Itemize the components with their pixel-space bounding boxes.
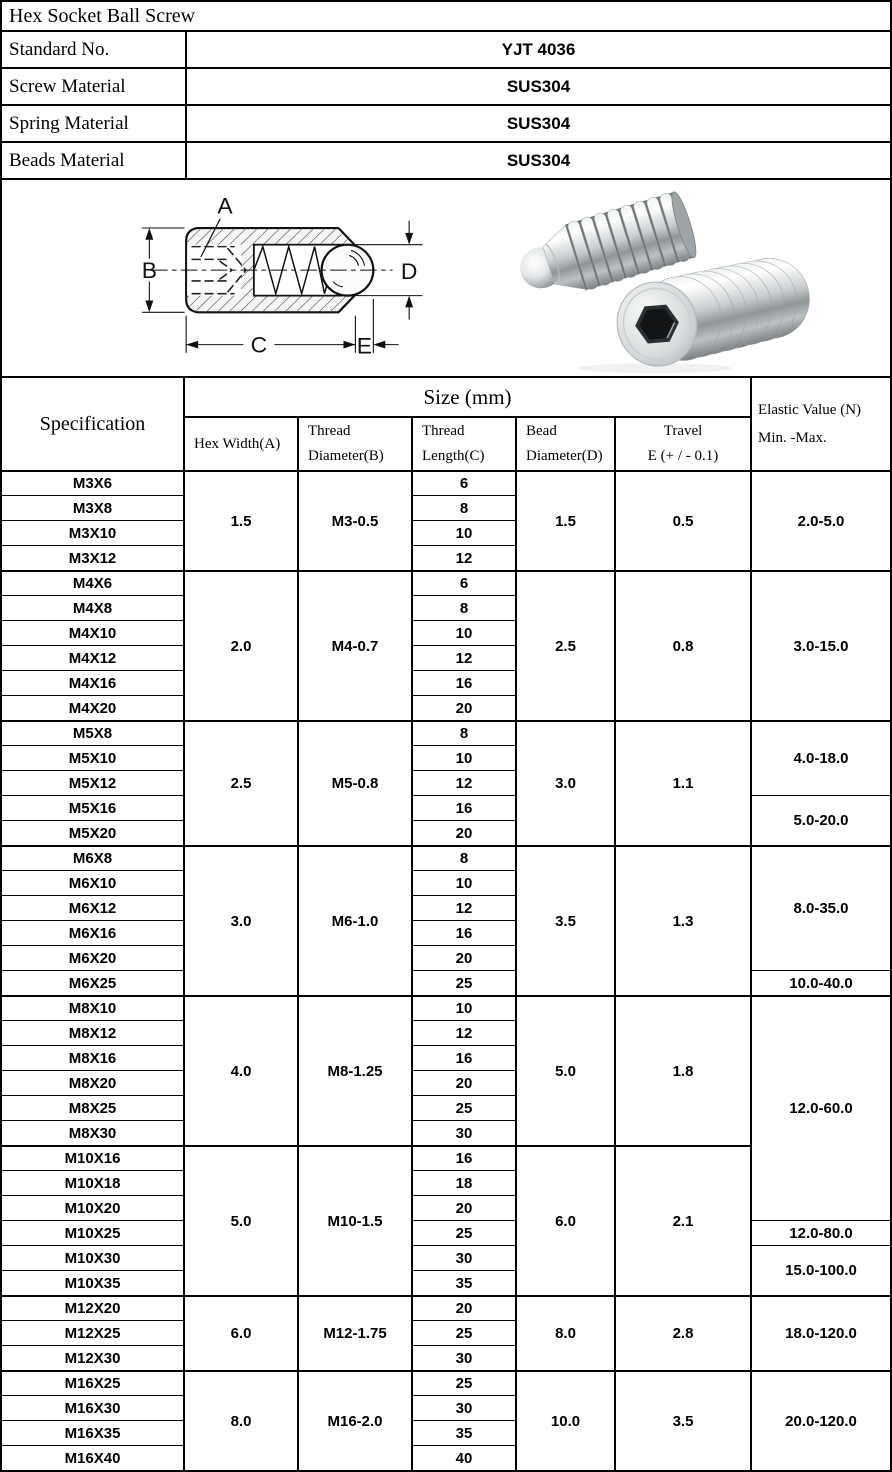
standard-no-label: Standard No.	[2, 30, 185, 67]
header-line: Bead	[526, 423, 557, 439]
spring-material-label: Spring Material	[2, 104, 185, 141]
spec-cell: M6X8	[2, 845, 183, 870]
product-photo	[511, 189, 818, 374]
thread-length-cell: 16	[411, 1145, 515, 1170]
dim-label-d: D	[400, 258, 418, 284]
header-line: Thread	[422, 423, 465, 439]
thread-length-cell: 6	[411, 470, 515, 495]
thread-diameter-cell: M12-1.75	[297, 1295, 411, 1370]
bead-diameter-cell: 5.0	[515, 995, 614, 1145]
spec-cell: M16X30	[2, 1395, 183, 1420]
col-subheader-3	[411, 416, 515, 470]
spec-cell: M8X12	[2, 1020, 183, 1045]
thread-length-cell: 10	[411, 745, 515, 770]
spec-cell: M4X20	[2, 695, 183, 720]
spec-cell: M3X12	[2, 545, 183, 570]
thread-length-cell: 10	[411, 870, 515, 895]
screw-material-value: SUS304	[185, 67, 890, 104]
thread-diameter-cell: M3-0.5	[297, 470, 411, 570]
spec-cell: M4X8	[2, 595, 183, 620]
thread-length-cell: 25	[411, 1220, 515, 1245]
elastic-value-cell: 5.0-20.0	[750, 795, 890, 845]
screw-material-label: Screw Material	[2, 67, 185, 104]
spec-cell: M8X30	[2, 1120, 183, 1145]
col-header-elastic-value	[750, 378, 890, 470]
product-title: Hex Socket Ball Screw	[9, 4, 196, 27]
spec-table	[2, 378, 890, 1470]
travel-cell: 1.8	[614, 995, 750, 1145]
thread-length-cell: 8	[411, 595, 515, 620]
thread-length-cell: 25	[411, 1320, 515, 1345]
header-line: E (+ / - 0.1)	[647, 448, 719, 464]
thread-length-cell: 16	[411, 920, 515, 945]
thread-length-cell: 12	[411, 895, 515, 920]
elastic-value-cell: 12.0-60.0	[750, 995, 890, 1220]
elastic-value-cell: 2.0-5.0	[750, 470, 890, 570]
header-line: Min. -Max.	[758, 430, 827, 446]
spec-cell: M5X20	[2, 820, 183, 845]
spec-cell: M4X10	[2, 620, 183, 645]
header-line: Elastic Value (N)	[758, 402, 862, 418]
elastic-value-cell: 12.0-80.0	[750, 1220, 890, 1245]
thread-length-cell: 35	[411, 1420, 515, 1445]
thread-length-cell: 8	[411, 495, 515, 520]
hex-width-cell: 1.5	[183, 470, 297, 570]
spec-cell: M8X25	[2, 1095, 183, 1120]
figure-row	[2, 178, 890, 378]
bead-diameter-cell: 8.0	[515, 1295, 614, 1370]
bead-diameter-cell: 3.5	[515, 845, 614, 995]
thread-length-cell: 8	[411, 845, 515, 870]
elastic-value-cell: 18.0-120.0	[750, 1295, 890, 1370]
spec-cell: M16X25	[2, 1370, 183, 1395]
dim-label-e: E	[356, 332, 373, 359]
thread-diameter-cell: M8-1.25	[297, 995, 411, 1145]
spec-cell: M6X10	[2, 870, 183, 895]
travel-cell: 1.1	[614, 720, 750, 845]
beads-material-label: Beads Material	[2, 141, 185, 178]
spec-cell: M3X6	[2, 470, 183, 495]
thread-length-cell: 16	[411, 795, 515, 820]
col-header-size-mm: Size (mm)	[183, 378, 750, 416]
info-table	[2, 2, 890, 178]
spec-cell: M8X16	[2, 1045, 183, 1070]
travel-cell: 3.5	[614, 1370, 750, 1470]
spec-cell: M3X8	[2, 495, 183, 520]
spec-cell: M4X6	[2, 570, 183, 595]
thread-length-cell: 6	[411, 570, 515, 595]
figure-svg	[2, 180, 890, 376]
thread-length-cell: 30	[411, 1345, 515, 1370]
header-line: Diameter(B)	[308, 448, 384, 464]
thread-diameter-cell: M6-1.0	[297, 845, 411, 995]
spec-cell: M8X20	[2, 1070, 183, 1095]
col-subheader-1	[183, 416, 297, 470]
thread-length-cell: 25	[411, 970, 515, 995]
bead-diameter-cell: 1.5	[515, 470, 614, 570]
thread-length-cell: 10	[411, 620, 515, 645]
elastic-value-cell: 20.0-120.0	[750, 1370, 890, 1470]
travel-cell: 2.1	[614, 1145, 750, 1295]
spec-cell: M10X18	[2, 1170, 183, 1195]
thread-length-cell: 20	[411, 820, 515, 845]
spec-cell: M5X8	[2, 720, 183, 745]
spec-cell: M16X35	[2, 1420, 183, 1445]
thread-length-cell: 16	[411, 670, 515, 695]
thread-length-cell: 8	[411, 720, 515, 745]
spec-cell: M10X25	[2, 1220, 183, 1245]
beads-material-value: SUS304	[185, 141, 890, 178]
thread-length-cell: 12	[411, 1020, 515, 1045]
thread-length-cell: 30	[411, 1120, 515, 1145]
header-line: Hex Width(A)	[194, 435, 281, 452]
standard-no-value: YJT 4036	[185, 30, 890, 67]
spec-cell: M10X30	[2, 1245, 183, 1270]
dim-c-lines	[186, 316, 355, 352]
header-line: Diameter(D)	[526, 448, 603, 464]
thread-length-cell: 10	[411, 995, 515, 1020]
elastic-value-cell: 3.0-15.0	[750, 570, 890, 720]
bead-diameter-cell: 3.0	[515, 720, 614, 845]
thread-length-cell: 20	[411, 945, 515, 970]
spec-cell: M12X25	[2, 1320, 183, 1345]
thread-length-cell: 25	[411, 1095, 515, 1120]
thread-length-cell: 18	[411, 1170, 515, 1195]
thread-length-cell: 20	[411, 1070, 515, 1095]
hex-width-cell: 6.0	[183, 1295, 297, 1370]
col-subheader-2	[297, 416, 411, 470]
thread-length-cell: 20	[411, 1195, 515, 1220]
thread-length-cell: 30	[411, 1395, 515, 1420]
thread-length-cell: 35	[411, 1270, 515, 1295]
spec-cell: M5X10	[2, 745, 183, 770]
header-line: Thread	[308, 423, 351, 439]
thread-length-cell: 30	[411, 1245, 515, 1270]
thread-diameter-cell: M5-0.8	[297, 720, 411, 845]
elastic-value-cell: 10.0-40.0	[750, 970, 890, 995]
thread-length-cell: 12	[411, 645, 515, 670]
hex-width-cell: 8.0	[183, 1370, 297, 1470]
travel-cell: 2.8	[614, 1295, 750, 1370]
spec-cell: M6X16	[2, 920, 183, 945]
spec-cell: M6X20	[2, 945, 183, 970]
thread-length-cell: 20	[411, 695, 515, 720]
thread-length-cell: 12	[411, 545, 515, 570]
travel-cell: 0.5	[614, 470, 750, 570]
spec-cell: M5X12	[2, 770, 183, 795]
dim-label-c: C	[250, 331, 268, 358]
spec-cell: M12X30	[2, 1345, 183, 1370]
spec-cell: M6X12	[2, 895, 183, 920]
col-subheader-5	[614, 416, 750, 470]
col-subheader-4	[515, 416, 614, 470]
spec-cell: M10X16	[2, 1145, 183, 1170]
spec-cell: M10X20	[2, 1195, 183, 1220]
elastic-value-cell: 4.0-18.0	[750, 720, 890, 795]
thread-length-cell: 10	[411, 520, 515, 545]
spec-cell: M6X25	[2, 970, 183, 995]
bead-diameter-cell: 2.5	[515, 570, 614, 720]
thread-diameter-cell: M10-1.5	[297, 1145, 411, 1295]
spring-material-value: SUS304	[185, 104, 890, 141]
hex-width-cell: 4.0	[183, 995, 297, 1145]
travel-cell: 1.3	[614, 845, 750, 995]
hex-width-cell: 5.0	[183, 1145, 297, 1295]
hex-width-cell: 2.0	[183, 570, 297, 720]
spec-cell: M5X16	[2, 795, 183, 820]
technical-diagram	[142, 192, 422, 358]
thread-length-cell: 12	[411, 770, 515, 795]
thread-diameter-cell: M16-2.0	[297, 1370, 411, 1470]
bead-diameter-cell: 10.0	[515, 1370, 614, 1470]
thread-length-cell: 40	[411, 1445, 515, 1470]
thread-diameter-cell: M4-0.7	[297, 570, 411, 720]
col-header-specification: Specification	[39, 413, 146, 435]
travel-cell: 0.8	[614, 570, 750, 720]
spec-cell: M8X10	[2, 995, 183, 1020]
bead-diameter-cell: 6.0	[515, 1145, 614, 1295]
spec-cell: M3X10	[2, 520, 183, 545]
thread-length-cell: 25	[411, 1370, 515, 1395]
elastic-value-cell: 8.0-35.0	[750, 845, 890, 970]
spec-cell: M4X16	[2, 670, 183, 695]
hex-width-cell: 2.5	[183, 720, 297, 845]
header-line: Length(C)	[422, 448, 485, 464]
spec-cell: M16X40	[2, 1445, 183, 1470]
spec-cell: M12X20	[2, 1295, 183, 1320]
elastic-value-cell: 15.0-100.0	[750, 1245, 890, 1295]
dim-label-a: A	[217, 192, 233, 219]
dim-label-b: B	[141, 257, 157, 283]
hex-width-cell: 3.0	[183, 845, 297, 995]
spec-cell: M4X12	[2, 645, 183, 670]
spec-cell: M10X35	[2, 1270, 183, 1295]
header-line: Travel	[663, 423, 703, 439]
thread-length-cell: 16	[411, 1045, 515, 1070]
thread-length-cell: 20	[411, 1295, 515, 1320]
